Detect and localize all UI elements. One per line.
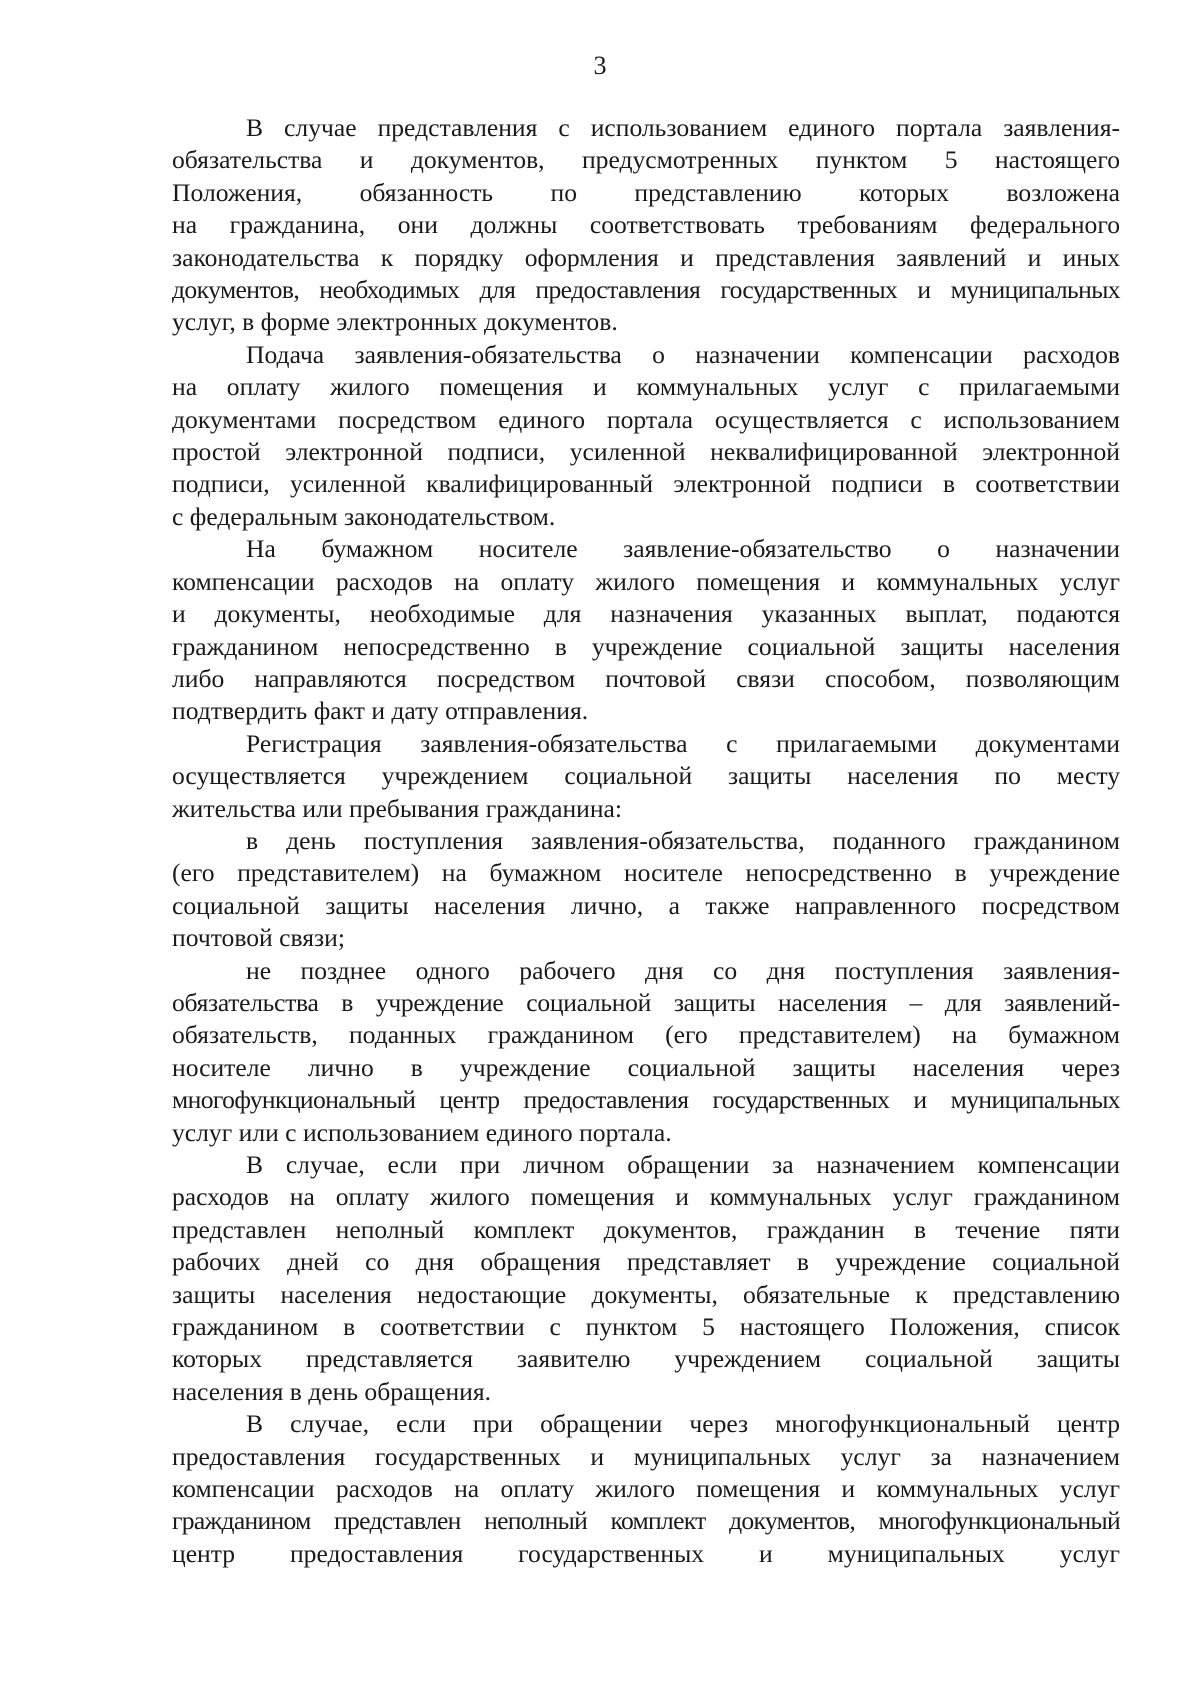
text-line: гражданином в соответствии с пунктом 5 настоящего Положения, список (172, 1312, 1120, 1342)
text-line: которых представляется заявителю учреждением социальной защиты (172, 1344, 1120, 1374)
text-line: жительства или пребывания гражданина: (172, 793, 623, 823)
text-line: либо направляются посредством почтовой связи способом, позволяющим (172, 663, 1120, 693)
text-line: социальной защиты населения лично, а также направленного посредством (172, 890, 1120, 920)
text-line: гражданином непосредственно в учреждение социальной защиты населения (172, 631, 1120, 661)
text-line: законодательства к порядку оформления и представления заявлений и иных (172, 242, 1120, 272)
text-line: на гражданина, они должны соответствовать требованиям федерального (172, 210, 1120, 240)
text-line: Положения, обязанность по представлению которых возложена (172, 177, 1120, 207)
text-line: осуществляется учреждением социальной защиты населения по месту (172, 761, 1120, 791)
paragraph-4 (172, 728, 1120, 825)
paragraph-5 (172, 825, 1120, 955)
text-line: В случае представления с использованием единого портала заявления- (246, 113, 1120, 142)
paragraph-6 (172, 955, 1120, 1149)
text-line: простой электронной подписи, усиленной неквалифицированной электронной (172, 437, 1120, 467)
text-line: многофункциональный центр предоставления государственных и муниципальных (172, 1085, 1120, 1115)
paragraph-3 (172, 533, 1120, 727)
text-line: носителе лично в учреждение социальной защиты населения через (172, 1052, 1120, 1082)
text-line: В случае, если при обращении через многофункциональный центр (246, 1409, 1120, 1439)
paragraph-2 (172, 339, 1120, 533)
text-line: подписи, усиленной квалифицированный электронной подписи в соответствии (172, 469, 1120, 499)
text-line: расходов на оплату жилого помещения и коммунальных услуг гражданином (172, 1182, 1120, 1212)
text-line: и документы, необходимые для назначения указанных выплат, подаются (172, 599, 1120, 629)
text-line: документов, необходимых для предоставления государственных и муниципальных (172, 275, 1120, 305)
text-line: документами посредством единого портала осуществляется с использованием (172, 404, 1120, 434)
text-line: (его представителем) на бумажном носителе непосредственно в учреждение (172, 858, 1120, 888)
text-line: на оплату жилого помещения и коммунальных услуг с прилагаемыми (172, 372, 1120, 402)
text-line: почтовой связи; (172, 923, 345, 953)
text-line: компенсации расходов на оплату жилого помещения и коммунальных услуг (172, 1474, 1120, 1504)
page-number: 3 (593, 51, 607, 80)
text-line: В случае, если при личном обращении за назначением компенсации (246, 1150, 1120, 1179)
text-line: с федеральным законодательством. (172, 501, 556, 531)
text-line: обязательства и документов, предусмотренных пунктом 5 настоящего (172, 145, 1120, 175)
text-line: Регистрация заявления-обязательства с прилагаемыми документами (246, 728, 1120, 758)
text-line: рабочих дней со дня обращения представляет в учреждение социальной (172, 1247, 1120, 1277)
document-body (172, 112, 1120, 1570)
text-line: подтвердить факт и дату отправления. (172, 696, 589, 726)
text-line: обязательства в учреждение социальной защиты населения – для заявлений- (172, 987, 1120, 1017)
text-line: в день поступления заявления-обязательства, поданного гражданином (246, 825, 1120, 855)
text-line: гражданином представлен неполный комплект документов, многофункциональный (172, 1506, 1120, 1536)
text-line: центр предоставления государственных и муниципальных услуг (172, 1538, 1120, 1568)
paragraph-8 (172, 1408, 1120, 1570)
text-line: обязательств, поданных гражданином (его представителем) на бумажном (172, 1020, 1120, 1050)
text-line: Подача заявления-обязательства о назначении компенсации расходов (246, 339, 1120, 369)
text-line: компенсации расходов на оплату жилого помещения и коммунальных услуг (172, 566, 1120, 596)
text-line: На бумажном носителе заявление-обязательство о назначении (246, 534, 1120, 564)
paragraph-1 (172, 112, 1120, 339)
text-line: населения в день обращения. (172, 1376, 492, 1406)
paragraph-7 (172, 1149, 1120, 1408)
text-line: услуг или с использованием единого портала. (172, 1117, 672, 1147)
text-line: не позднее одного рабочего дня со дня поступления заявления- (246, 955, 1120, 985)
text-line: представлен неполный комплект документов, гражданин в течение пяти (172, 1214, 1120, 1244)
text-line: предоставления государственных и муниципальных услуг за назначением (172, 1441, 1120, 1471)
text-line: защиты населения недостающие документы, обязательные к представлению (172, 1279, 1120, 1309)
text-line: услуг, в форме электронных документов. (172, 307, 618, 337)
